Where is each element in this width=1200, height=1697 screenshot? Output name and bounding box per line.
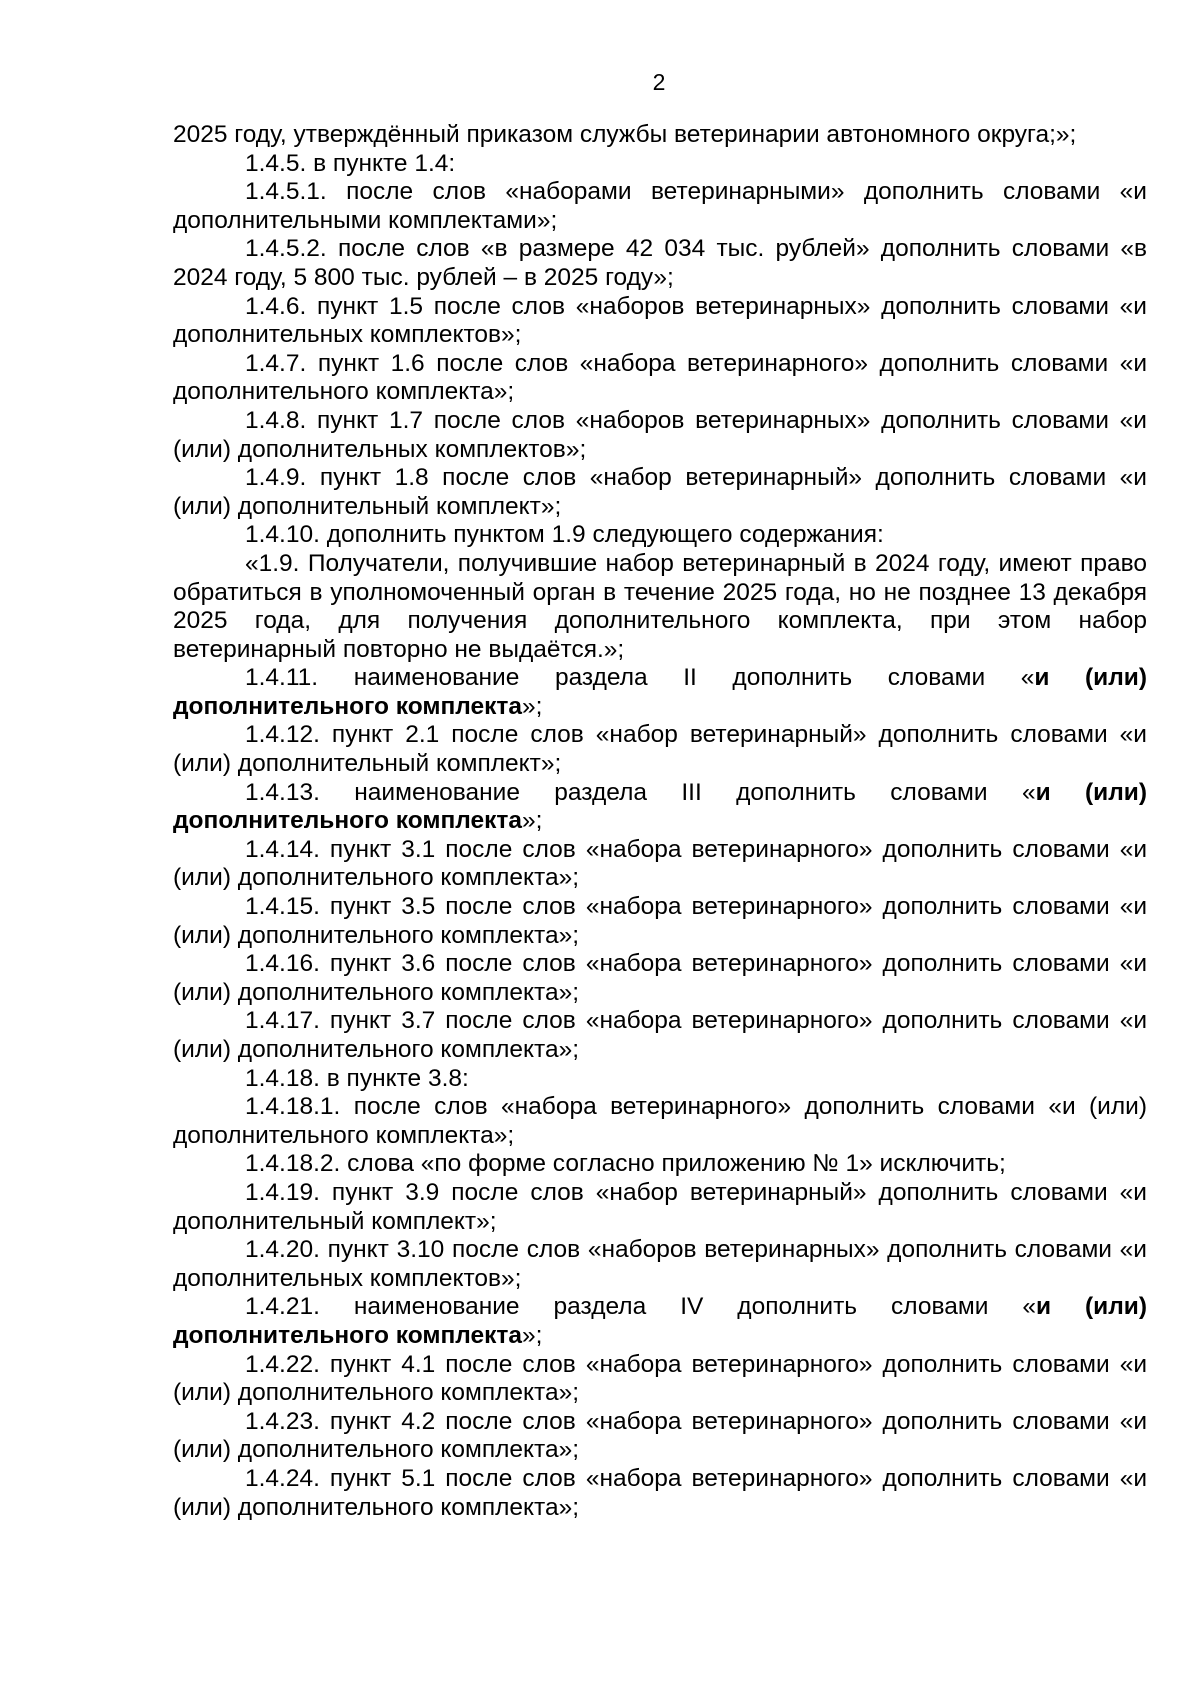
paragraph: 1.4.5.2. после слов «в размере 42 034 тыс. рублей» дополнить словами «в 2024 году, 5 800 тыс. рублей – в 2025 году»; — [173, 235, 1147, 291]
paragraph: 1.4.8. пункт 1.7 после слов «наборов ветеринарных» дополнить словами «и (или) дополнительных комплектов»; — [173, 406, 1147, 463]
paragraph-text: »; — [522, 807, 543, 835]
bold-insertion: и (или) дополнительного комплекта — [173, 778, 1147, 835]
paragraph: 1.4.15. пункт 3.5 после слов «набора ветеринарного» дополнить словами «и (или) дополнительного комплекта»; — [173, 893, 1147, 949]
paragraph: 1.4.9. пункт 1.8 после слов «набор ветеринарный» дополнить словами «и (или) дополнительный комплект»; — [173, 464, 1147, 520]
paragraph: 1.4.18. в пункте 3.8: — [245, 1064, 469, 1092]
paragraph: 1.4.23. пункт 4.2 после слов «набора ветеринарного» дополнить словами «и (или) дополнительного комплекта»; — [173, 1407, 1147, 1464]
paragraph — [173, 664, 1147, 721]
paragraph: 1.4.17. пункт 3.7 после слов «набора ветеринарного» дополнить словами «и (или) дополнительного комплекта»; — [173, 1007, 1147, 1063]
paragraph: 1.4.10. дополнить пунктом 1.9 следующего содержания: — [245, 521, 884, 549]
paragraph: 1.4.5.1. после слов «наборами ветеринарными» дополнить словами «и дополнительными комплектами»; — [173, 178, 1147, 234]
paragraph: 1.4.20. пункт 3.10 после слов «наборов ветеринарных» дополнить словами «и дополнительных комплектов»; — [173, 1236, 1147, 1292]
paragraph-text: »; — [522, 692, 543, 720]
paragraph: 1.4.22. пункт 4.1 после слов «набора ветеринарного» дополнить словами «и (или) дополнительного комплекта»; — [173, 1350, 1147, 1407]
bold-insertion: и (или) дополнительного комплекта — [173, 1293, 1147, 1349]
bold-insertion: и (или) дополнительного комплекта — [173, 664, 1147, 720]
document-body — [173, 121, 1147, 1522]
paragraph-text: 1.4.13. наименование раздела III дополнить словами « — [245, 778, 1036, 806]
paragraph: 1.4.16. пункт 3.6 после слов «набора ветеринарного» дополнить словами «и (или) дополнительного комплекта»; — [173, 950, 1147, 1006]
paragraph: 1.4.7. пункт 1.6 после слов «набора ветеринарного» дополнить словами «и дополнительного комплекта»; — [173, 349, 1147, 406]
paragraph-text: 1.4.21. наименование раздела IV дополнить словами « — [245, 1293, 1036, 1321]
paragraph — [173, 779, 1147, 836]
paragraph-text: »; — [522, 1321, 543, 1349]
paragraph — [173, 1293, 1147, 1350]
paragraph: 1.4.24. пункт 5.1 после слов «набора ветеринарного» дополнить словами «и (или) дополнительного комплекта»; — [173, 1464, 1147, 1521]
paragraph: 1.4.19. пункт 3.9 после слов «набор ветеринарный» дополнить словами «и дополнительный комплект»; — [173, 1178, 1147, 1235]
paragraph: «1.9. Получатели, получившие набор ветеринарный в 2024 году, имеют право обратиться в уполномоченный орган в течение 2025 года, но не позднее 13 декабря 2025 года, для получения дополнительного комплекта, при этом набор ветеринарный повторно не выдаётся.»; — [173, 549, 1147, 663]
paragraph: 1.4.6. пункт 1.5 после слов «наборов ветеринарных» дополнить словами «и дополнительных комплектов»; — [173, 292, 1147, 349]
paragraph-text: 1.4.11. наименование раздела II дополнить словами « — [245, 664, 1035, 692]
paragraph: 2025 году, утверждённый приказом службы ветеринарии автономного округа;»; — [173, 121, 1077, 148]
paragraph: 1.4.14. пункт 3.1 после слов «набора ветеринарного» дополнить словами «и (или) дополнительного комплекта»; — [173, 835, 1147, 892]
paragraph: 1.4.12. пункт 2.1 после слов «набор ветеринарный» дополнить словами «и (или) дополнительный комплект»; — [173, 721, 1147, 778]
paragraph: 1.4.18.2. слова «по форме согласно приложению № 1» исключить; — [245, 1150, 1006, 1178]
paragraph: 1.4.5. в пункте 1.4: — [245, 149, 456, 177]
paragraph: 1.4.18.1. после слов «набора ветеринарного» дополнить словами «и (или) дополнительного комплекта»; — [173, 1093, 1147, 1149]
page-number: 2 — [652, 69, 666, 95]
